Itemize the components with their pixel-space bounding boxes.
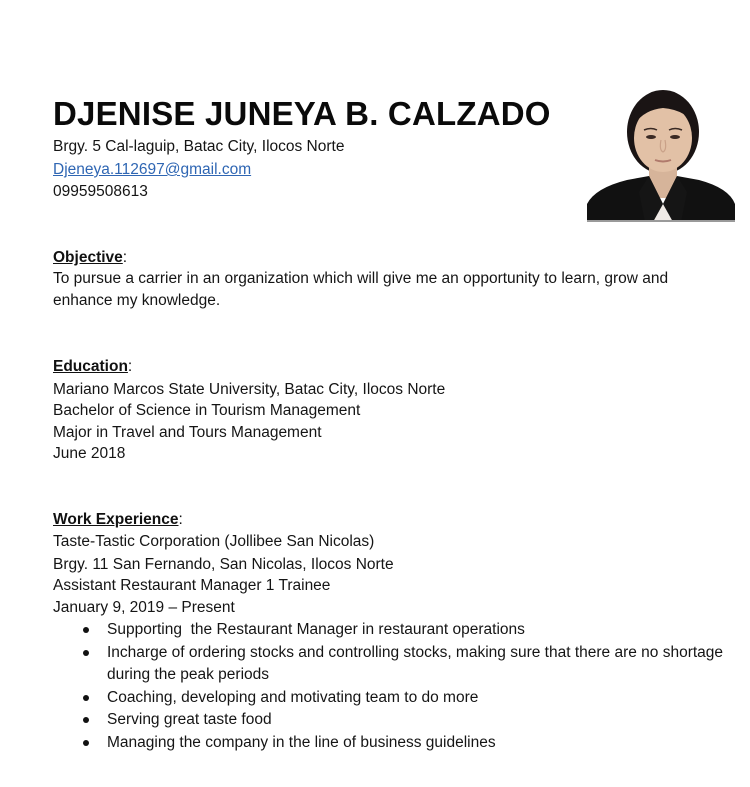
work-position: Assistant Restaurant Manager 1 Trainee [53, 577, 331, 594]
objective-text: To pursue a carrier in an organization which will give me an opportunity to learn, grow and enhance my knowledge. [53, 270, 669, 309]
work-experience-heading [53, 510, 183, 530]
work-dates: January 9, 2019 – Present [53, 599, 235, 616]
duty-text: Serving great taste food [107, 711, 272, 728]
education-school: Mariano Marcos State University, Batac City, Ilocos Norte [53, 381, 446, 398]
objective-heading-label: Objective [53, 249, 123, 266]
duty-item [53, 687, 733, 710]
duty-text: Incharge of ordering stocks and controlling stocks, making sure that there are no shortage during the peak periods [107, 643, 724, 683]
work-company: Taste-Tastic Corporation (Jollibee San Nicolas) [53, 533, 375, 550]
duty-text: Coaching, developing and motivating team to do more [107, 688, 479, 706]
work-duties-list [53, 619, 733, 754]
portrait-icon [587, 80, 735, 222]
duty-text: Managing the company in the line of business guidelines [107, 733, 496, 751]
bullet-icon [83, 717, 89, 723]
work-experience-heading-label: Work Experience [53, 511, 179, 528]
email-line [53, 160, 251, 180]
education-major: Major in Travel and Tours Management [53, 424, 322, 441]
phone-number: 09959508613 [53, 183, 148, 200]
work-experience-heading-colon: : [178, 511, 183, 528]
objective-heading [53, 248, 127, 268]
education-heading [53, 357, 132, 377]
bullet-icon [83, 627, 89, 633]
work-address: Brgy. 11 San Fernando, San Nicolas, Ilocos Norte [53, 556, 394, 573]
bullet-icon [83, 740, 89, 746]
education-date: June 2018 [53, 445, 126, 462]
duty-item [53, 642, 733, 687]
education-degree: Bachelor of Science in Tourism Management [53, 402, 361, 419]
profile-photo [587, 80, 735, 222]
objective-heading-colon: : [122, 249, 128, 266]
duty-item [53, 619, 733, 642]
duty-text: Supporting the Restaurant Manager in restaurant operations [107, 621, 525, 638]
duty-item [53, 732, 733, 755]
bullet-icon [83, 650, 89, 656]
email-link[interactable]: Djeneya.112697@gmail.com [53, 161, 252, 178]
duty-item [53, 709, 733, 732]
address: Brgy. 5 Cal-laguip, Batac City, Ilocos Norte [53, 138, 345, 155]
applicant-name: DJENISE JUNEYA B. CALZADO [53, 95, 551, 132]
education-heading-label: Education [53, 358, 128, 375]
bullet-icon [83, 695, 89, 701]
education-heading-colon: : [127, 358, 133, 375]
